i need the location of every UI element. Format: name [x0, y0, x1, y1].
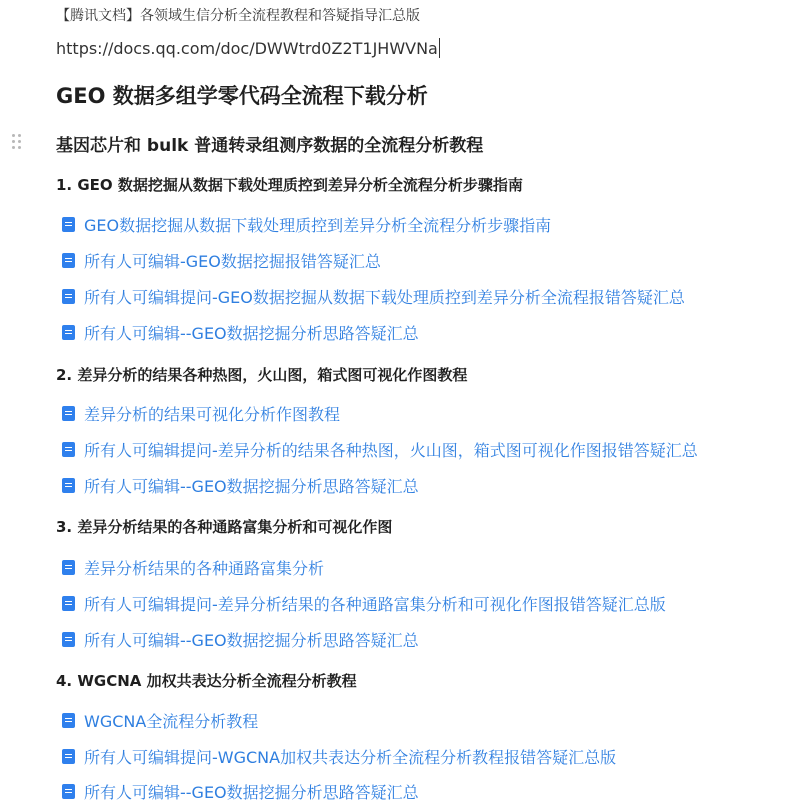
doc-file-icon — [62, 478, 75, 493]
doc-file-icon — [62, 289, 75, 304]
doc-title-text: 【腾讯文档】各领域生信分析全流程教程和答疑指导汇总版 — [56, 8, 420, 24]
doc-link[interactable] — [62, 321, 419, 343]
doc-link[interactable] — [62, 628, 419, 650]
section-heading-4: 4. WGCNA 加权共表达分析全流程分析教程 — [56, 672, 357, 690]
doc-link[interactable] — [62, 709, 258, 731]
doc-file-icon — [62, 713, 75, 728]
doc-link[interactable] — [62, 780, 419, 802]
doc-file-icon — [62, 596, 75, 611]
section-heading-3: 3. 差异分析结果的各种通路富集分析和可视化作图 — [56, 518, 393, 536]
doc-file-icon — [62, 406, 75, 421]
doc-link[interactable] — [62, 249, 381, 271]
doc-link[interactable] — [62, 285, 685, 307]
doc-link-text[interactable]: 差异分析的结果可视化分析作图教程 — [84, 404, 341, 424]
doc-link[interactable] — [62, 745, 616, 767]
doc-link-text[interactable]: WGCNA全流程分析教程 — [84, 711, 259, 731]
doc-link-text[interactable]: 所有人可编辑提问-差异分析结果的各种通路富集分析和可视化作图报错答疑汇总版 — [84, 594, 666, 614]
doc-link-text[interactable]: 所有人可编辑--GEO数据挖掘分析思路答疑汇总 — [84, 323, 419, 343]
doc-url-line[interactable] — [56, 38, 440, 58]
doc-link[interactable] — [62, 592, 666, 614]
doc-link-text[interactable]: GEO数据挖掘从数据下载处理质控到差异分析全流程分析步骤指南 — [84, 215, 552, 235]
doc-link[interactable] — [62, 213, 551, 235]
doc-link-text[interactable]: 所有人可编辑-GEO数据挖掘报错答疑汇总 — [84, 251, 381, 271]
doc-link[interactable] — [62, 438, 698, 460]
doc-file-icon — [62, 749, 75, 764]
doc-link-text[interactable]: 所有人可编辑--GEO数据挖掘分析思路答疑汇总 — [84, 476, 419, 496]
doc-file-icon — [62, 253, 75, 268]
doc-link-text[interactable]: 差异分析结果的各种通路富集分析 — [84, 558, 325, 578]
doc-link-text[interactable]: 所有人可编辑提问-WGCNA加权共表达分析全流程分析教程报错答疑汇总版 — [84, 747, 617, 767]
doc-url-text[interactable]: https://docs.qq.com/doc/DWWtrd0Z2T1JHWVNa — [56, 39, 438, 58]
text-cursor — [439, 38, 440, 58]
doc-file-icon — [62, 325, 75, 340]
section-heading-2: 2. 差异分析的结果各种热图，火山图，箱式图可视化作图教程 — [56, 366, 468, 384]
doc-link[interactable] — [62, 474, 419, 496]
doc-file-icon — [62, 560, 75, 575]
doc-link-text[interactable]: 所有人可编辑提问-差异分析的结果各种热图，火山图，箱式图可视化作图报错答疑汇总 — [84, 440, 698, 460]
heading-2: 基因芯片和 bulk 普通转录组测序数据的全流程分析教程 — [56, 136, 484, 156]
heading-1: GEO 数据多组学零代码全流程下载分析 — [56, 84, 428, 108]
doc-file-icon — [62, 442, 75, 457]
doc-link-text[interactable]: 所有人可编辑--GEO数据挖掘分析思路答疑汇总 — [84, 630, 419, 650]
doc-file-icon — [62, 784, 75, 799]
doc-link[interactable] — [62, 556, 324, 578]
doc-link[interactable] — [62, 402, 340, 424]
drag-handle-icon[interactable] — [10, 133, 24, 151]
doc-link-text[interactable]: 所有人可编辑提问-GEO数据挖掘从数据下载处理质控到差异分析全流程报错答疑汇总 — [84, 287, 685, 307]
doc-link-text[interactable]: 所有人可编辑--GEO数据挖掘分析思路答疑汇总 — [84, 782, 419, 802]
doc-file-icon — [62, 217, 75, 232]
doc-file-icon — [62, 632, 75, 647]
section-heading-1: 1. GEO 数据挖掘从数据下载处理质控到差异分析全流程分析步骤指南 — [56, 176, 523, 194]
